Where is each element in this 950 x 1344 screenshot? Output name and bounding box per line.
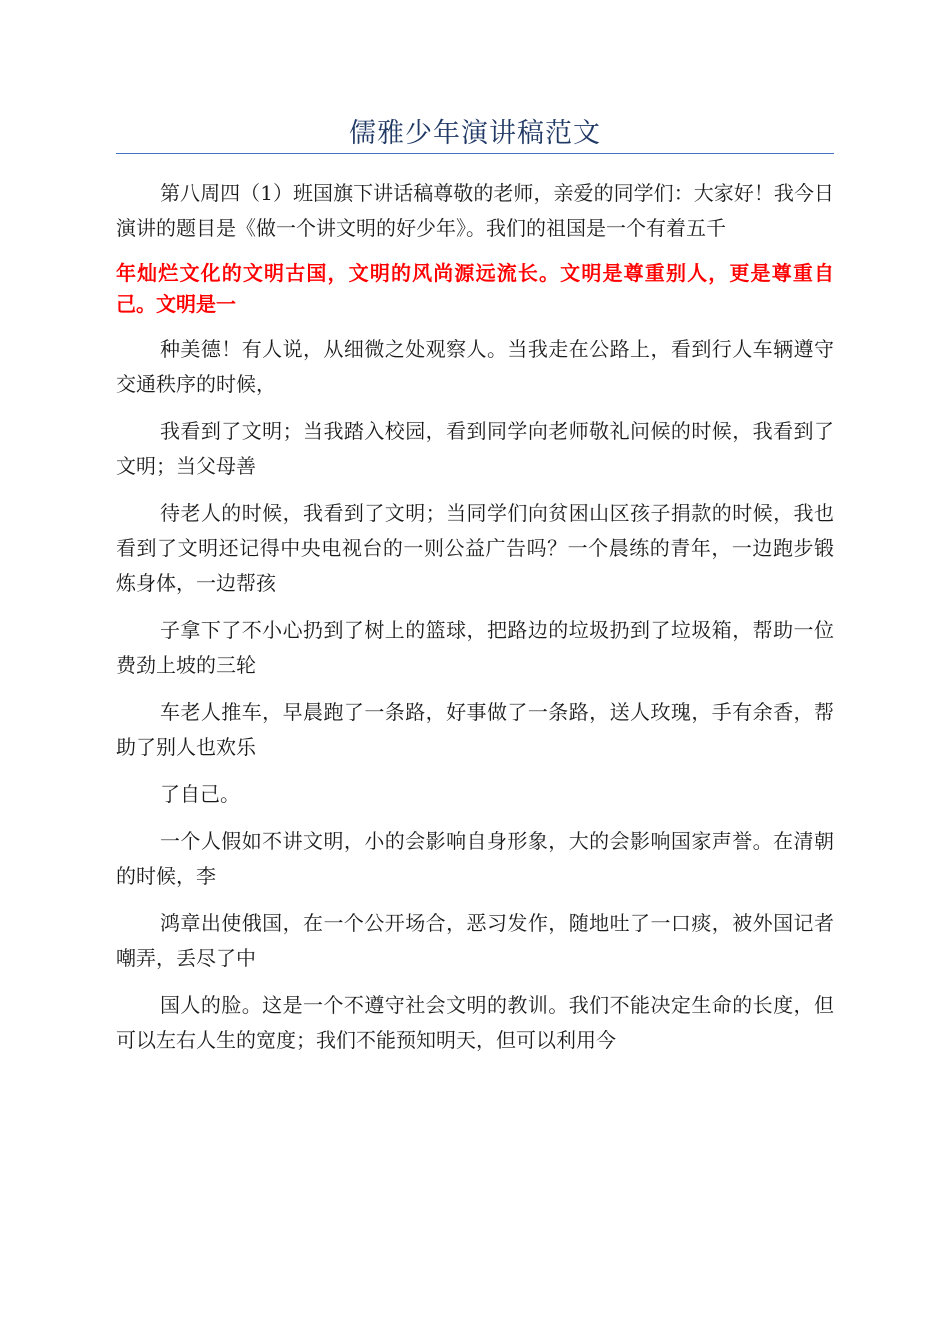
paragraph: 了自己。 [160,782,240,806]
paragraph: 一个人假如不讲文明，小的会影响自身形象，大的会影响国家声誉。在清朝的时候，李 [116,829,834,888]
paragraph: 第八周四（1）班国旗下讲话稿尊敬的老师，亲爱的同学们：大家好！我今日演讲的题目是《做一个讲文明的好少年》。我们的祖国是一个有着五千 [116,181,834,240]
document-body [116,176,834,1070]
paragraph: 我看到了文明；当我踏入校园，看到同学向老师敬礼问候的时候，我看到了文明；当父母善 [116,419,834,478]
title-divider [116,153,834,154]
paragraph: 子拿下了不小心扔到了树上的篮球，把路边的垃圾扔到了垃圾箱，帮助一位费劲上坡的三轮 [116,618,834,677]
paragraph: 鸿章出使俄国，在一个公开场合，恶习发作，随地吐了一口痰，被外国记者嘲弄，丢尽了中 [116,911,834,970]
paragraph: 车老人推车，早晨跑了一条路，好事做了一条路，送人玫瑰，手有余香，帮助了别人也欢乐 [116,700,834,759]
paragraph: 国人的脸。这是一个不遵守社会文明的教训。我们不能决定生命的长度，但可以左右人生的宽度；我们不能预知明天，但可以利用今 [116,993,834,1052]
document-title: 儒雅少年演讲稿范文 [349,118,601,149]
paragraph: 待老人的时候，我看到了文明；当同学们向贫困山区孩子捐款的时候，我也看到了文明还记得中央电视台的一则公益广告吗？一个晨练的青年，一边跑步锻炼身体，一边帮孩 [116,501,834,595]
highlighted-paragraph: 年灿烂文化的文明古国，文明的风尚源远流长。文明是尊重别人，更是尊重自己。文明是一 [116,261,834,316]
paragraph: 种美德！有人说，从细微之处观察人。当我走在公路上，看到行人车辆遵守交通秩序的时候， [116,337,834,396]
